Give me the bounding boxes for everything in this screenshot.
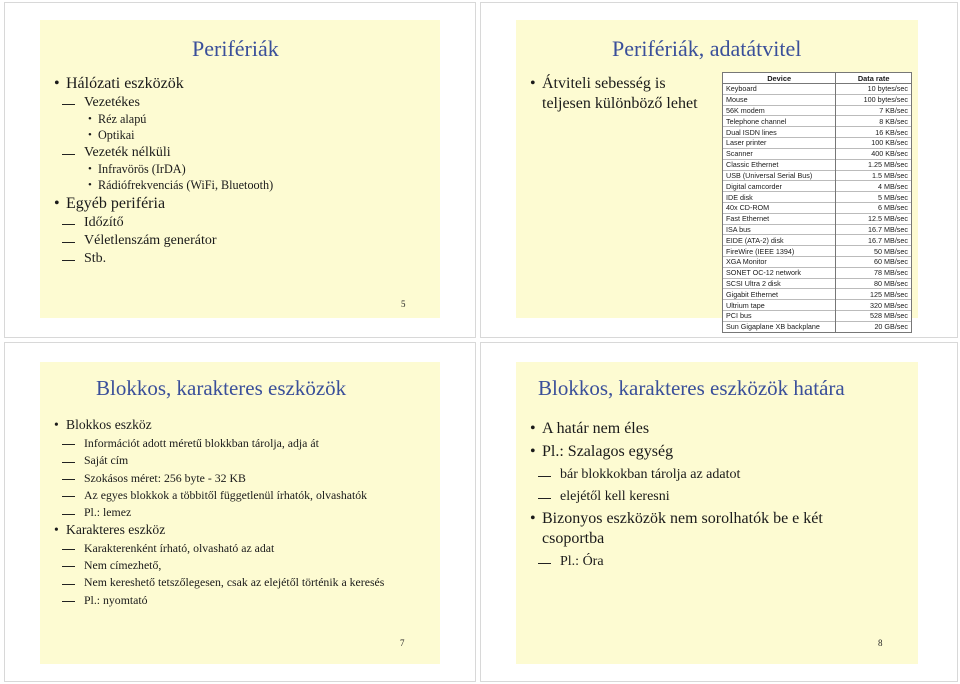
list-item: • Karakteres eszköz bbox=[52, 522, 438, 539]
list-item: elejétől kell keresni bbox=[528, 488, 858, 506]
data-rate-cell: 100 KB/sec bbox=[836, 138, 911, 149]
list-item: Szokásos méret: 256 byte - 32 KB bbox=[52, 471, 438, 486]
list-item: • Átviteli sebesség is teljesen különböző lehet bbox=[528, 74, 718, 114]
list-item: Karakterenként írható, olvasható az adat bbox=[52, 541, 438, 556]
table-row bbox=[723, 267, 911, 278]
list-item: Stb. bbox=[52, 250, 436, 268]
data-rate-cell: 78 MB/sec bbox=[836, 267, 911, 278]
list-item: bár blokkokban tárolja az adatot bbox=[528, 466, 858, 484]
data-rate-cell: 8 KB/sec bbox=[836, 116, 911, 127]
device-cell: Dual ISDN lines bbox=[723, 127, 836, 138]
data-rate-cell: 100 bytes/sec bbox=[836, 94, 911, 105]
device-cell: Fast Ethernet bbox=[723, 213, 836, 224]
list-item: Pl.: lemez bbox=[52, 505, 438, 520]
device-cell: Mouse bbox=[723, 94, 836, 105]
bullet-list bbox=[528, 74, 718, 114]
data-rate-cell: 60 MB/sec bbox=[836, 257, 911, 268]
list-item: Vezetékes bbox=[52, 94, 436, 112]
table-row bbox=[723, 321, 911, 331]
data-rate-cell: 125 MB/sec bbox=[836, 289, 911, 300]
bullet-list bbox=[52, 74, 436, 268]
list-item: • Blokkos eszköz bbox=[52, 417, 438, 434]
slide-title: Perifériák, adatátvitel bbox=[612, 36, 802, 61]
bullet-list bbox=[528, 416, 858, 572]
table-row bbox=[723, 116, 911, 127]
list-item: • Bizonyos eszközök nem sorolhatók be e két csoportba bbox=[528, 509, 858, 549]
table-row bbox=[723, 202, 911, 213]
list-item: • Hálózati eszközök bbox=[52, 74, 436, 94]
device-cell: Classic Ethernet bbox=[723, 159, 836, 170]
data-rate-cell: 528 MB/sec bbox=[836, 311, 911, 322]
table-row bbox=[723, 235, 911, 246]
table-row bbox=[723, 170, 911, 181]
slide-title: Perifériák bbox=[192, 36, 279, 61]
device-cell: SONET OC-12 network bbox=[723, 267, 836, 278]
device-cell: XGA Monitor bbox=[723, 257, 836, 268]
list-item: Saját cím bbox=[52, 453, 438, 468]
list-item: • Optikai bbox=[52, 128, 436, 144]
data-rate-cell: 5 MB/sec bbox=[836, 192, 911, 203]
device-cell: PCI bus bbox=[723, 311, 836, 322]
device-cell: Gigabit Ethernet bbox=[723, 289, 836, 300]
slide-title: Blokkos, karakteres eszközök bbox=[96, 376, 347, 400]
data-rate-cell: 50 MB/sec bbox=[836, 246, 911, 257]
device-cell: 56K modem bbox=[723, 105, 836, 116]
table-header-data-rate: Data rate bbox=[836, 73, 911, 84]
list-item: Nem kereshető tetszőlegesen, csak az elejétől történik a keresés bbox=[52, 575, 438, 590]
table-row bbox=[723, 300, 911, 311]
table-row bbox=[723, 138, 911, 149]
list-item: Nem címezhető, bbox=[52, 558, 438, 573]
data-rate-cell: 20 GB/sec bbox=[836, 321, 911, 331]
data-rate-cell: 80 MB/sec bbox=[836, 278, 911, 289]
device-cell: Telephone channel bbox=[723, 116, 836, 127]
list-item: Véletlenszám generátor bbox=[52, 232, 436, 250]
slide-title: Blokkos, karakteres eszközök határa bbox=[538, 376, 845, 400]
device-cell: SCSI Ultra 2 disk bbox=[723, 278, 836, 289]
table-row bbox=[723, 105, 911, 116]
page-number: 7 bbox=[400, 638, 405, 648]
slide-7 bbox=[40, 362, 440, 664]
table-row bbox=[723, 311, 911, 322]
table-row bbox=[723, 94, 911, 105]
slide-8 bbox=[516, 362, 918, 664]
data-rate-cell: 16 KB/sec bbox=[836, 127, 911, 138]
data-rate-cell: 1.5 MB/sec bbox=[836, 170, 911, 181]
list-item: • Pl.: Szalagos egység bbox=[528, 442, 858, 462]
table-row bbox=[723, 159, 911, 170]
data-rate-cell: 1.25 MB/sec bbox=[836, 159, 911, 170]
device-cell: ISA bus bbox=[723, 224, 836, 235]
table-row bbox=[723, 84, 911, 95]
data-rate-cell: 7 KB/sec bbox=[836, 105, 911, 116]
device-cell: Laser printer bbox=[723, 138, 836, 149]
table-row bbox=[723, 127, 911, 138]
table-row bbox=[723, 181, 911, 192]
data-rate-table bbox=[722, 72, 912, 333]
list-item: • Rádiófrekvenciás (WiFi, Bluetooth) bbox=[52, 178, 436, 194]
device-cell: EIDE (ATA-2) disk bbox=[723, 235, 836, 246]
table-header-device: Device bbox=[723, 73, 836, 84]
table-row bbox=[723, 148, 911, 159]
table-row bbox=[723, 257, 911, 268]
data-rate-cell: 320 MB/sec bbox=[836, 300, 911, 311]
device-cell: USB (Universal Serial Bus) bbox=[723, 170, 836, 181]
device-cell: IDE disk bbox=[723, 192, 836, 203]
list-item: • Réz alapú bbox=[52, 112, 436, 128]
table-row bbox=[723, 278, 911, 289]
list-item: Az egyes blokkok a többitől függetlenül írhatók, olvashatók bbox=[52, 488, 438, 503]
list-item: • A határ nem éles bbox=[528, 419, 858, 439]
data-rate-cell: 6 MB/sec bbox=[836, 202, 911, 213]
data-rate-cell: 12.5 MB/sec bbox=[836, 213, 911, 224]
device-cell: Keyboard bbox=[723, 84, 836, 95]
table-row bbox=[723, 289, 911, 300]
table-row bbox=[723, 213, 911, 224]
device-cell: Sun Gigaplane XB backplane bbox=[723, 321, 836, 331]
table-row bbox=[723, 246, 911, 257]
data-rate-cell: 4 MB/sec bbox=[836, 181, 911, 192]
device-cell: FireWire (IEEE 1394) bbox=[723, 246, 836, 257]
table-row bbox=[723, 224, 911, 235]
data-rate-cell: 10 bytes/sec bbox=[836, 84, 911, 95]
table-row bbox=[723, 192, 911, 203]
list-item: • Egyéb periféria bbox=[52, 194, 436, 214]
data-rate-cell: 16.7 MB/sec bbox=[836, 224, 911, 235]
list-item: Pl.: nyomtató bbox=[52, 593, 438, 608]
device-cell: 40x CD-ROM bbox=[723, 202, 836, 213]
slide-5 bbox=[40, 20, 440, 318]
slide-6 bbox=[516, 20, 918, 332]
list-item: Vezeték nélküli bbox=[52, 144, 436, 162]
list-item: Pl.: Óra bbox=[528, 553, 858, 571]
list-item: • Infravörös (IrDA) bbox=[52, 162, 436, 178]
list-item: Információt adott méretű blokkban tárolja, adja át bbox=[52, 436, 438, 451]
bullet-list bbox=[52, 416, 438, 608]
data-rate-cell: 16.7 MB/sec bbox=[836, 235, 911, 246]
data-rate-cell: 400 KB/sec bbox=[836, 148, 911, 159]
device-cell: Ultrium tape bbox=[723, 300, 836, 311]
list-item: Időzítő bbox=[52, 214, 436, 232]
device-cell: Scanner bbox=[723, 148, 836, 159]
page-number: 8 bbox=[878, 638, 883, 648]
device-cell: Digital camcorder bbox=[723, 181, 836, 192]
page-number: 5 bbox=[401, 299, 406, 309]
